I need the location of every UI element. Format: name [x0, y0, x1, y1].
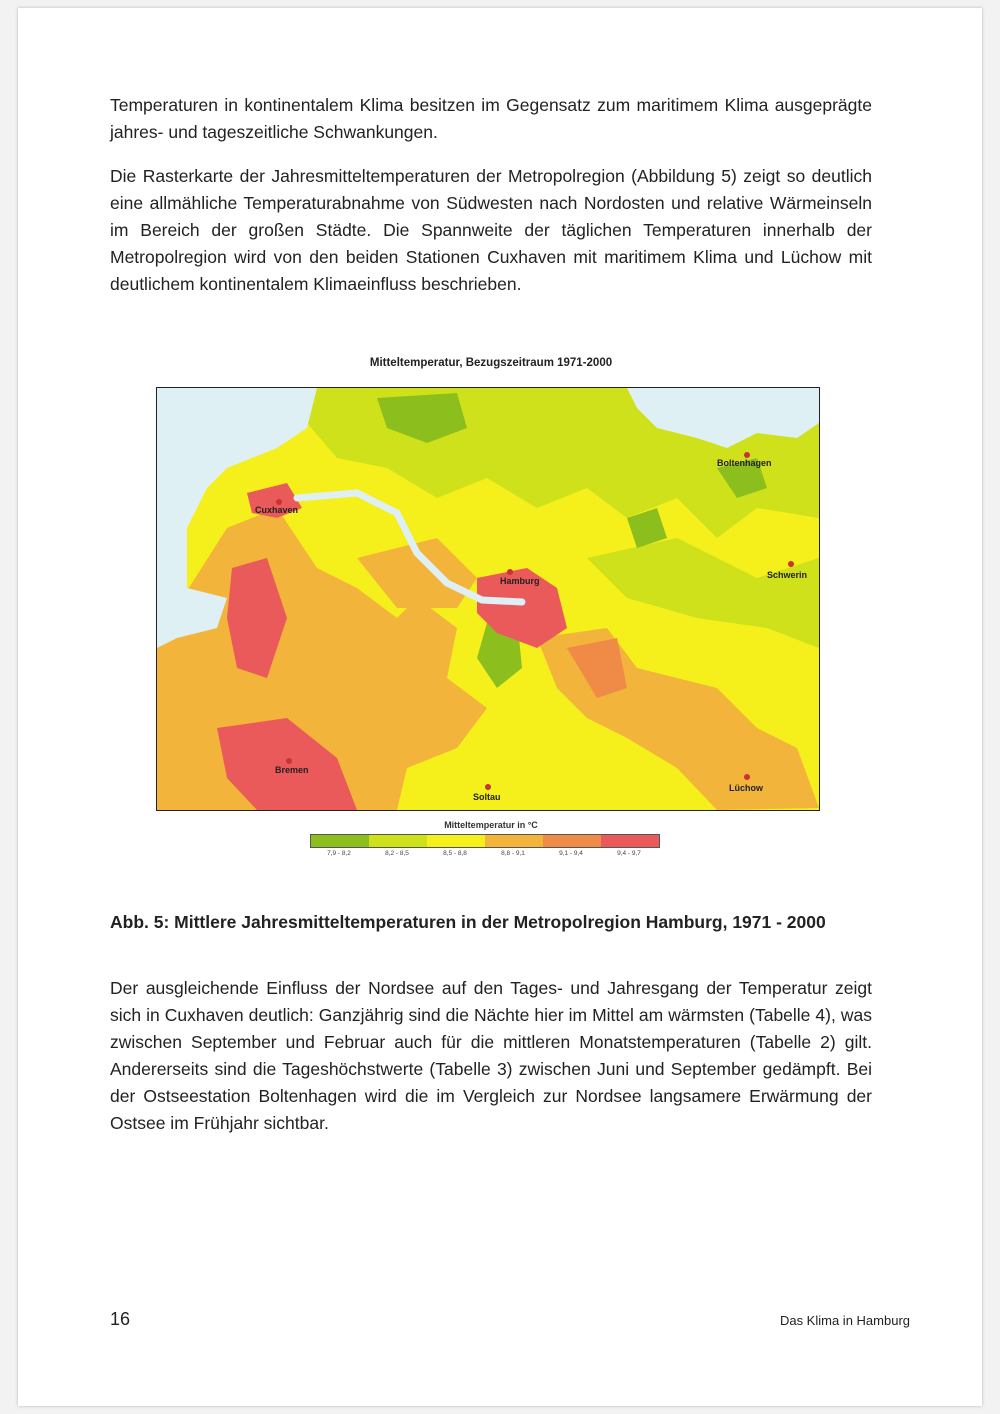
paragraph-continental-climate: Temperaturen in kontinentalem Klima besitzen im Gegensatz zum maritimem Klima ausgeprägte jahres- und tageszeitliche Schwankungen. — [110, 95, 872, 142]
label-luechow: Lüchow — [729, 783, 763, 793]
legend-swatch-2 — [369, 835, 427, 847]
legend-swatch-5 — [543, 835, 601, 847]
marker-soltau — [485, 784, 491, 790]
legend-label-4: 8,8 - 9,1 — [501, 850, 525, 857]
map-title: Mitteltemperatur, Bezugszeitraum 1971-2000 — [369, 357, 613, 369]
legend-labels — [310, 850, 658, 857]
marker-luechow — [744, 774, 750, 780]
label-soltau: Soltau — [473, 792, 501, 802]
temperature-map — [156, 387, 820, 811]
footer-title: Das Klima in Hamburg — [779, 1313, 910, 1328]
label-cuxhaven: Cuxhaven — [255, 505, 299, 515]
legend-title: Mitteltemperatur in °C — [444, 820, 538, 830]
color-legend — [310, 834, 660, 848]
legend-label-5: 9,1 - 9,4 — [559, 850, 583, 857]
paragraph-north-sea-influence: Der ausgleichende Einfluss der Nordsee auf den Tages- und Jahresgang der Temperatur zeigt sich in Cuxhaven deutlich: Ganzjährig sind die Nächte hier im Mittel am wärmsten (Tabelle 4), was zwischen September und Februar auch für die mittleren Monatstemperaturen (Tabelle 2) gilt. Andererseits sind die Tageshöchstwerte (Tabelle 3) zwischen Juni und September gedämpft. Bei der Ostseestation Boltenhagen wird die im Vergleich zur Nordsee langsamere Erwärmung der Ostsee im Frühjahr sichtbar. — [110, 978, 872, 1133]
label-hamburg: Hamburg — [500, 576, 540, 586]
marker-schwerin — [788, 561, 794, 567]
legend-swatch-6 — [601, 835, 659, 847]
label-boltenhagen: Boltenhagen — [717, 458, 772, 468]
legend-swatch-1 — [311, 835, 369, 847]
legend-swatch-4 — [485, 835, 543, 847]
temperature-raster — [157, 388, 819, 810]
legend-label-2: 8,2 - 8,5 — [385, 850, 409, 857]
marker-hamburg — [507, 569, 513, 575]
legend-swatch-3 — [427, 835, 485, 847]
figure-caption: Abb. 5: Mittlere Jahresmitteltemperaturen in der Metropolregion Hamburg, 1971 - 2000 — [110, 912, 826, 932]
legend-label-6: 9,4 - 9,7 — [617, 850, 641, 857]
legend-label-1: 7,9 - 8,2 — [327, 850, 351, 857]
label-bremen: Bremen — [275, 765, 309, 775]
legend-label-3: 8,5 - 8,8 — [443, 850, 467, 857]
page-number: 16 — [110, 1309, 131, 1329]
label-schwerin: Schwerin — [767, 570, 808, 580]
paragraph-raster-map: Die Rasterkarte der Jahresmitteltemperaturen der Metropolregion (Abbildung 5) zeigt so deutlich eine allmähliche Temperaturabnahme von Südwesten nach Nordosten und relative Wärmeinseln im Bereich der großen Städte. Die Spannweite der täglichen Temperaturen innerhalb der Metropolregion wird von den beiden Stationen Cuxhaven mit maritimem Klima und Lüchow mit deutlichem kontinentalem Klimaeinfluss beschrieben. — [110, 166, 872, 294]
marker-bremen — [286, 758, 292, 764]
